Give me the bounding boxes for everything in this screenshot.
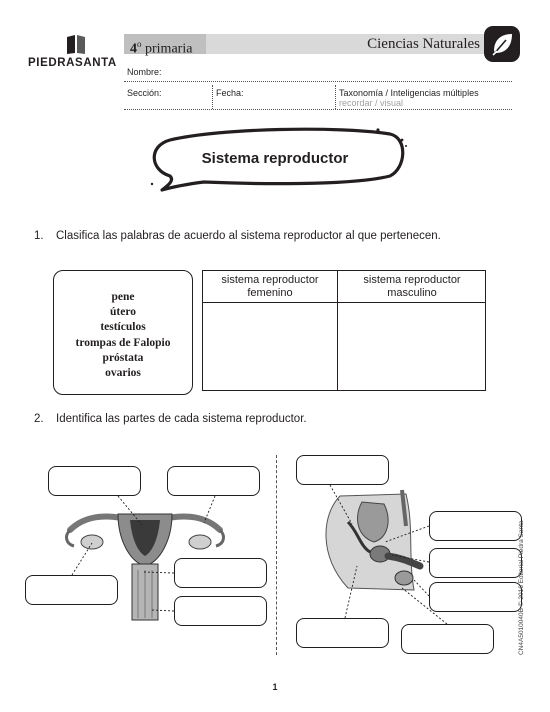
word-item[interactable]: pene (111, 291, 135, 303)
grade-label: 4$^o$ primaria (124, 34, 206, 54)
question-1: 1. Clasifica las palabras de acuerdo al sistema reproductor al que pertenecen. (34, 230, 441, 242)
name-label: Nombre: (127, 67, 162, 77)
header-female: sistema reproductor femenino (221, 274, 319, 299)
question-2: 2. Identifica las partes de cada sistema reproductor. (34, 413, 307, 425)
brand-name: PIEDRASANTA (28, 57, 117, 69)
subject-title: Ciencias Naturales (367, 36, 480, 52)
word-item[interactable]: trompas de Falopio (75, 336, 171, 349)
competency-hint: recordar / visual (339, 98, 404, 108)
word-item[interactable]: testículos (100, 321, 146, 334)
section-label: Sección: (127, 88, 162, 98)
word-item[interactable]: próstata (102, 351, 144, 364)
header-male: sistema reproductor masculino (363, 274, 461, 299)
competency-label: Taxonomía / Inteligencias múltiples (339, 88, 479, 98)
word-item[interactable]: ovarios (105, 367, 141, 380)
page-number: 1 (272, 682, 278, 692)
copyright-code: CN4A5010040B © 2016 Editorial Piedra Santa (518, 520, 525, 655)
page-title: Sistema reproductor (201, 150, 349, 167)
word-item[interactable]: útero (110, 306, 136, 319)
date-label: Fecha: (216, 88, 244, 98)
